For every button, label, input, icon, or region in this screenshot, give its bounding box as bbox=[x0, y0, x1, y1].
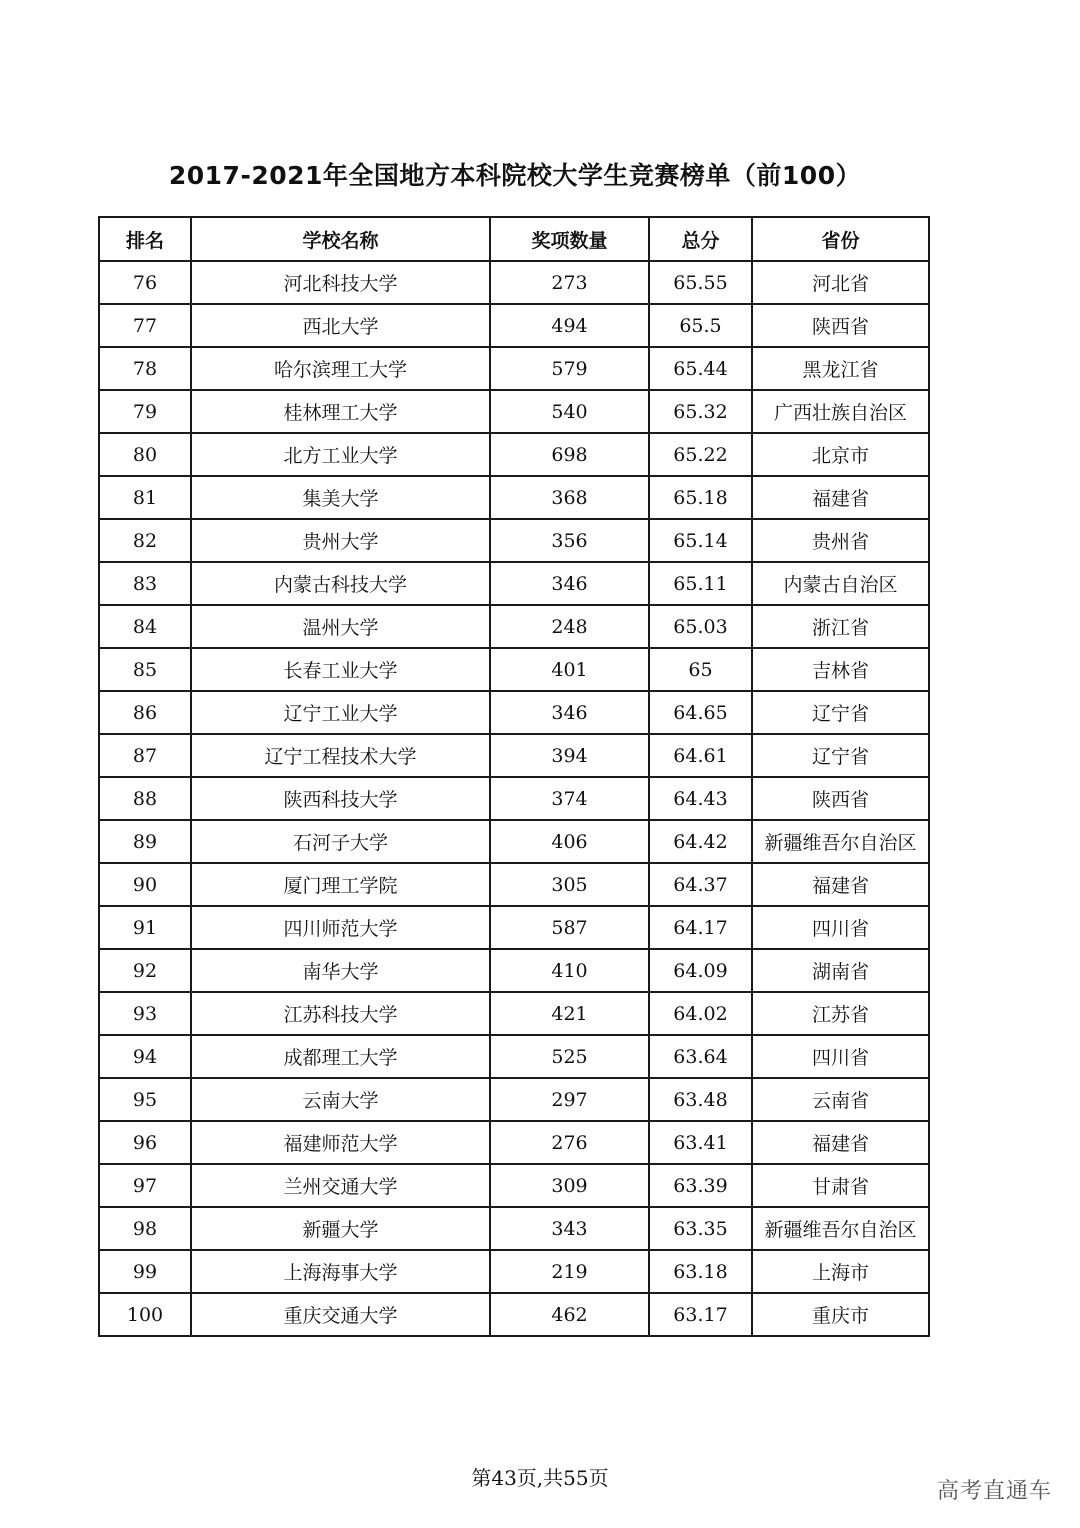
school-name-cell: 温州大学 bbox=[191, 605, 490, 648]
school-name-cell: 内蒙古科技大学 bbox=[191, 562, 490, 605]
total-score-cell: 65.5 bbox=[649, 304, 752, 347]
rank-cell: 94 bbox=[99, 1035, 191, 1078]
total-score-cell: 64.42 bbox=[649, 820, 752, 863]
province-cell: 福建省 bbox=[752, 863, 929, 906]
award-count-cell: 305 bbox=[490, 863, 649, 906]
award-count-cell: 394 bbox=[490, 734, 649, 777]
table-row bbox=[99, 1035, 929, 1078]
award-count-cell: 410 bbox=[490, 949, 649, 992]
rank-cell: 82 bbox=[99, 519, 191, 562]
total-score-cell: 64.43 bbox=[649, 777, 752, 820]
school-name-cell: 重庆交通大学 bbox=[191, 1293, 490, 1336]
award-count-cell: 356 bbox=[490, 519, 649, 562]
school-name-cell: 辽宁工程技术大学 bbox=[191, 734, 490, 777]
total-score-cell: 65.44 bbox=[649, 347, 752, 390]
rank-cell: 79 bbox=[99, 390, 191, 433]
school-name-cell: 福建师范大学 bbox=[191, 1121, 490, 1164]
province-cell: 吉林省 bbox=[752, 648, 929, 691]
page-number: 第43页,共55页 bbox=[471, 1466, 609, 1490]
total-score-cell: 65.55 bbox=[649, 261, 752, 304]
total-score-cell: 64.65 bbox=[649, 691, 752, 734]
province-cell: 福建省 bbox=[752, 476, 929, 519]
award-count-cell: 406 bbox=[490, 820, 649, 863]
rank-cell: 80 bbox=[99, 433, 191, 476]
school-name-cell: 集美大学 bbox=[191, 476, 490, 519]
school-name-cell: 江苏科技大学 bbox=[191, 992, 490, 1035]
award-count-cell: 248 bbox=[490, 605, 649, 648]
province-cell: 甘肃省 bbox=[752, 1164, 929, 1207]
school-name-cell: 哈尔滨理工大学 bbox=[191, 347, 490, 390]
table-row bbox=[99, 863, 929, 906]
school-name-cell: 厦门理工学院 bbox=[191, 863, 490, 906]
rank-cell: 100 bbox=[99, 1293, 191, 1336]
watermark: 高考直通车 bbox=[936, 1479, 1052, 1504]
province-cell: 福建省 bbox=[752, 1121, 929, 1164]
province-cell: 河北省 bbox=[752, 261, 929, 304]
table-row bbox=[99, 562, 929, 605]
total-score-cell: 65.11 bbox=[649, 562, 752, 605]
rank-cell: 93 bbox=[99, 992, 191, 1035]
award-count-cell: 462 bbox=[490, 1293, 649, 1336]
rank-cell: 76 bbox=[99, 261, 191, 304]
province-cell: 上海市 bbox=[752, 1250, 929, 1293]
table-row bbox=[99, 691, 929, 734]
school-name-cell: 桂林理工大学 bbox=[191, 390, 490, 433]
rank-cell: 98 bbox=[99, 1207, 191, 1250]
award-count-cell: 346 bbox=[490, 562, 649, 605]
award-count-cell: 276 bbox=[490, 1121, 649, 1164]
award-count-cell: 540 bbox=[490, 390, 649, 433]
table-row bbox=[99, 734, 929, 777]
column-header-awards: 奖项数量 bbox=[490, 217, 649, 261]
school-name-cell: 辽宁工业大学 bbox=[191, 691, 490, 734]
total-score-cell: 63.64 bbox=[649, 1035, 752, 1078]
rank-cell: 88 bbox=[99, 777, 191, 820]
table-header-row bbox=[99, 217, 929, 261]
rank-cell: 92 bbox=[99, 949, 191, 992]
province-cell: 黑龙江省 bbox=[752, 347, 929, 390]
total-score-cell: 65.03 bbox=[649, 605, 752, 648]
table-row bbox=[99, 1121, 929, 1164]
school-name-cell: 河北科技大学 bbox=[191, 261, 490, 304]
table-row bbox=[99, 1250, 929, 1293]
school-name-cell: 新疆大学 bbox=[191, 1207, 490, 1250]
total-score-cell: 65 bbox=[649, 648, 752, 691]
table-row bbox=[99, 1293, 929, 1336]
total-score-cell: 64.02 bbox=[649, 992, 752, 1035]
table-body bbox=[99, 261, 929, 1336]
province-cell: 新疆维吾尔自治区 bbox=[752, 1207, 929, 1250]
school-name-cell: 贵州大学 bbox=[191, 519, 490, 562]
award-count-cell: 374 bbox=[490, 777, 649, 820]
rank-cell: 89 bbox=[99, 820, 191, 863]
award-count-cell: 421 bbox=[490, 992, 649, 1035]
table-row bbox=[99, 949, 929, 992]
province-cell: 陕西省 bbox=[752, 777, 929, 820]
school-name-cell: 西北大学 bbox=[191, 304, 490, 347]
rank-cell: 90 bbox=[99, 863, 191, 906]
school-name-cell: 长春工业大学 bbox=[191, 648, 490, 691]
school-name-cell: 成都理工大学 bbox=[191, 1035, 490, 1078]
rank-cell: 84 bbox=[99, 605, 191, 648]
school-name-cell: 南华大学 bbox=[191, 949, 490, 992]
rank-cell: 77 bbox=[99, 304, 191, 347]
total-score-cell: 64.61 bbox=[649, 734, 752, 777]
ranking-table bbox=[98, 216, 930, 1337]
column-header-school: 学校名称 bbox=[191, 217, 490, 261]
table-row bbox=[99, 1164, 929, 1207]
table-row bbox=[99, 347, 929, 390]
school-name-cell: 四川师范大学 bbox=[191, 906, 490, 949]
school-name-cell: 上海海事大学 bbox=[191, 1250, 490, 1293]
award-count-cell: 579 bbox=[490, 347, 649, 390]
award-count-cell: 219 bbox=[490, 1250, 649, 1293]
school-name-cell: 石河子大学 bbox=[191, 820, 490, 863]
table-row bbox=[99, 476, 929, 519]
province-cell: 浙江省 bbox=[752, 605, 929, 648]
award-count-cell: 698 bbox=[490, 433, 649, 476]
province-cell: 内蒙古自治区 bbox=[752, 562, 929, 605]
table-row bbox=[99, 304, 929, 347]
rank-cell: 81 bbox=[99, 476, 191, 519]
award-count-cell: 401 bbox=[490, 648, 649, 691]
total-score-cell: 63.41 bbox=[649, 1121, 752, 1164]
award-count-cell: 525 bbox=[490, 1035, 649, 1078]
province-cell: 江苏省 bbox=[752, 992, 929, 1035]
province-cell: 新疆维吾尔自治区 bbox=[752, 820, 929, 863]
total-score-cell: 63.39 bbox=[649, 1164, 752, 1207]
total-score-cell: 64.09 bbox=[649, 949, 752, 992]
rank-cell: 95 bbox=[99, 1078, 191, 1121]
document-title: 2017-2021年全国地方本科院校大学生竞赛榜单（前100） bbox=[168, 161, 862, 190]
table-row bbox=[99, 820, 929, 863]
province-cell: 湖南省 bbox=[752, 949, 929, 992]
province-cell: 贵州省 bbox=[752, 519, 929, 562]
rank-cell: 96 bbox=[99, 1121, 191, 1164]
total-score-cell: 65.14 bbox=[649, 519, 752, 562]
award-count-cell: 309 bbox=[490, 1164, 649, 1207]
province-cell: 北京市 bbox=[752, 433, 929, 476]
province-cell: 四川省 bbox=[752, 1035, 929, 1078]
province-cell: 辽宁省 bbox=[752, 691, 929, 734]
school-name-cell: 陕西科技大学 bbox=[191, 777, 490, 820]
province-cell: 四川省 bbox=[752, 906, 929, 949]
column-header-rank: 排名 bbox=[99, 217, 191, 261]
award-count-cell: 368 bbox=[490, 476, 649, 519]
rank-cell: 78 bbox=[99, 347, 191, 390]
award-count-cell: 587 bbox=[490, 906, 649, 949]
total-score-cell: 65.18 bbox=[649, 476, 752, 519]
total-score-cell: 65.22 bbox=[649, 433, 752, 476]
school-name-cell: 云南大学 bbox=[191, 1078, 490, 1121]
table-row bbox=[99, 992, 929, 1035]
total-score-cell: 63.35 bbox=[649, 1207, 752, 1250]
total-score-cell: 63.48 bbox=[649, 1078, 752, 1121]
award-count-cell: 273 bbox=[490, 261, 649, 304]
table-row bbox=[99, 777, 929, 820]
column-header-province: 省份 bbox=[752, 217, 929, 261]
total-score-cell: 63.17 bbox=[649, 1293, 752, 1336]
table-row bbox=[99, 519, 929, 562]
award-count-cell: 297 bbox=[490, 1078, 649, 1121]
award-count-cell: 494 bbox=[490, 304, 649, 347]
rank-cell: 83 bbox=[99, 562, 191, 605]
rank-cell: 86 bbox=[99, 691, 191, 734]
province-cell: 云南省 bbox=[752, 1078, 929, 1121]
table-row bbox=[99, 390, 929, 433]
table-row bbox=[99, 605, 929, 648]
rank-cell: 85 bbox=[99, 648, 191, 691]
province-cell: 重庆市 bbox=[752, 1293, 929, 1336]
table-row bbox=[99, 906, 929, 949]
school-name-cell: 北方工业大学 bbox=[191, 433, 490, 476]
rank-cell: 91 bbox=[99, 906, 191, 949]
table-row bbox=[99, 1078, 929, 1121]
award-count-cell: 346 bbox=[490, 691, 649, 734]
table-row bbox=[99, 1207, 929, 1250]
rank-cell: 99 bbox=[99, 1250, 191, 1293]
column-header-score: 总分 bbox=[649, 217, 752, 261]
school-name-cell: 兰州交通大学 bbox=[191, 1164, 490, 1207]
total-score-cell: 65.32 bbox=[649, 390, 752, 433]
total-score-cell: 64.17 bbox=[649, 906, 752, 949]
table-row bbox=[99, 261, 929, 304]
total-score-cell: 64.37 bbox=[649, 863, 752, 906]
province-cell: 辽宁省 bbox=[752, 734, 929, 777]
table-row bbox=[99, 648, 929, 691]
province-cell: 广西壮族自治区 bbox=[752, 390, 929, 433]
award-count-cell: 343 bbox=[490, 1207, 649, 1250]
rank-cell: 87 bbox=[99, 734, 191, 777]
province-cell: 陕西省 bbox=[752, 304, 929, 347]
total-score-cell: 63.18 bbox=[649, 1250, 752, 1293]
table-row bbox=[99, 433, 929, 476]
rank-cell: 97 bbox=[99, 1164, 191, 1207]
